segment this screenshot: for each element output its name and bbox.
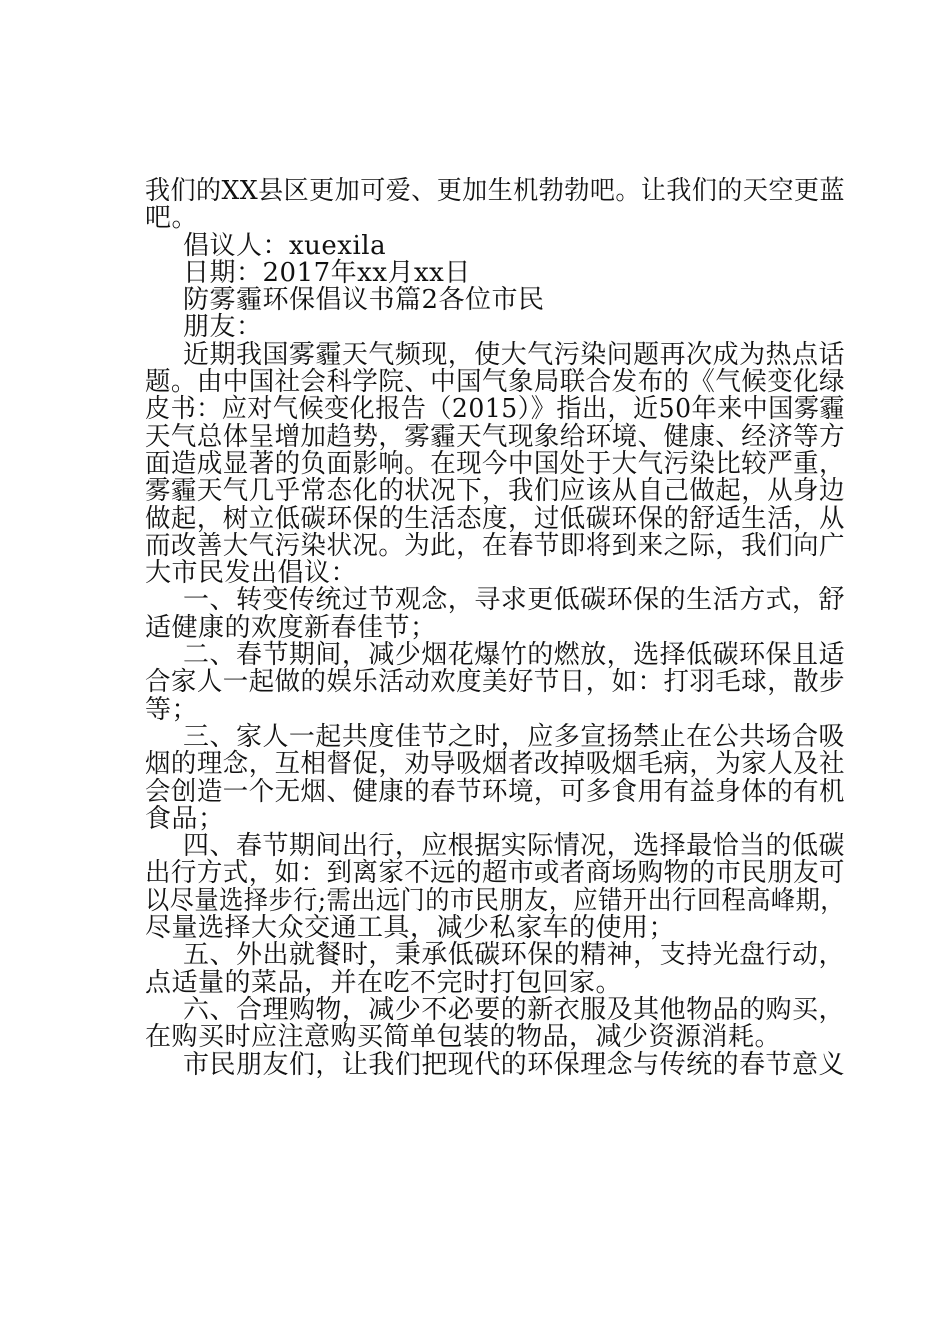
text-line: 我们的XX县区更加可爱、更加生机勃勃吧。让我们的天空更蓝 xyxy=(145,176,845,206)
date-line: 日期：2017年xx月xx日 xyxy=(183,257,471,288)
text-line: 以尽量选择步行;需出远门的市民朋友，应错开出行回程高峰期， xyxy=(145,885,845,916)
proposal-item-2: 二、春节期间，减少烟花爆竹的燃放，选择低碳环保且适 xyxy=(183,640,845,671)
text-line: 吧。 xyxy=(145,203,199,234)
proposal-item-5: 五、外出就餐时，秉承低碳环保的精神，支持光盘行动， xyxy=(183,940,845,971)
text-line: 天气总体呈增加趋势，雾霾天气现象给环境、健康、经济等方 xyxy=(145,421,845,452)
text-line: 而改善大气污染状况。为此，在春节即将到来之际，我们向广 xyxy=(145,530,845,561)
text-line: 食品； xyxy=(145,803,225,834)
text-line: 题。由中国社会科学院、中国气象局联合发布的《气候变化绿 xyxy=(145,367,845,398)
text-line: 出行方式，如：到离家不远的超市或者商场购物的市民朋友可 xyxy=(145,858,845,889)
text-line: 面造成显著的负面影响。在现今中国处于大气污染比较严重， xyxy=(145,448,845,479)
text-line: 在购买时应注意购买简单包装的物品，减少资源消耗。 xyxy=(145,1022,782,1053)
text-line: 近期我国雾霾天气频现，使大气污染问题再次成为热点话 xyxy=(183,339,845,370)
text-line: 合家人一起做的娱乐活动欢度美好节日，如：打羽毛球，散步 xyxy=(145,667,845,698)
text-line: 会创造一个无烟、健康的春节环境，可多食用有益身体的有机 xyxy=(145,776,845,807)
section-title-line: 防雾霾环保倡议书篇2各位市民 xyxy=(183,285,545,316)
text-line: 大市民发出倡议： xyxy=(145,558,358,589)
text-line: 做起，树立低碳环保的生活态度，过低碳环保的舒适生活，从 xyxy=(145,503,845,534)
proposal-item-6: 六、合理购物，减少不必要的新衣服及其他物品的购买， xyxy=(183,994,845,1025)
closing-line: 市民朋友们，让我们把现代的环保理念与传统的春节意义 xyxy=(183,1049,845,1080)
proposal-item-1: 一、转变传统过节观念，寻求更低碳环保的生活方式，舒 xyxy=(183,585,845,616)
proposal-item-4: 四、春节期间出行，应根据实际情况，选择最恰当的低碳 xyxy=(183,831,845,862)
salutation-line: 朋友： xyxy=(183,312,263,343)
text-line: 适健康的欢度新春佳节； xyxy=(145,612,437,643)
proposer-line: 倡议人：xuexila xyxy=(183,230,387,261)
document-body xyxy=(145,178,845,1079)
text-line: 等； xyxy=(145,694,199,725)
text-line: 皮书：应对气候变化报告（2015）》指出，近50年来中国雾霾 xyxy=(145,394,845,425)
text-line: 雾霾天气几乎常态化的状况下，我们应该从自己做起，从身边 xyxy=(145,476,845,507)
text-line: 烟的理念，互相督促，劝导吸烟者改掉吸烟毛病，为家人及社 xyxy=(145,749,845,780)
text-line: 点适量的菜品，并在吃不完时打包回家。 xyxy=(145,967,623,998)
text-line: 尽量选择大众交通工具，减少私家车的使用； xyxy=(145,913,676,944)
proposal-item-3: 三、家人一起共度佳节之时，应多宣扬禁止在公共场合吸 xyxy=(183,721,845,752)
